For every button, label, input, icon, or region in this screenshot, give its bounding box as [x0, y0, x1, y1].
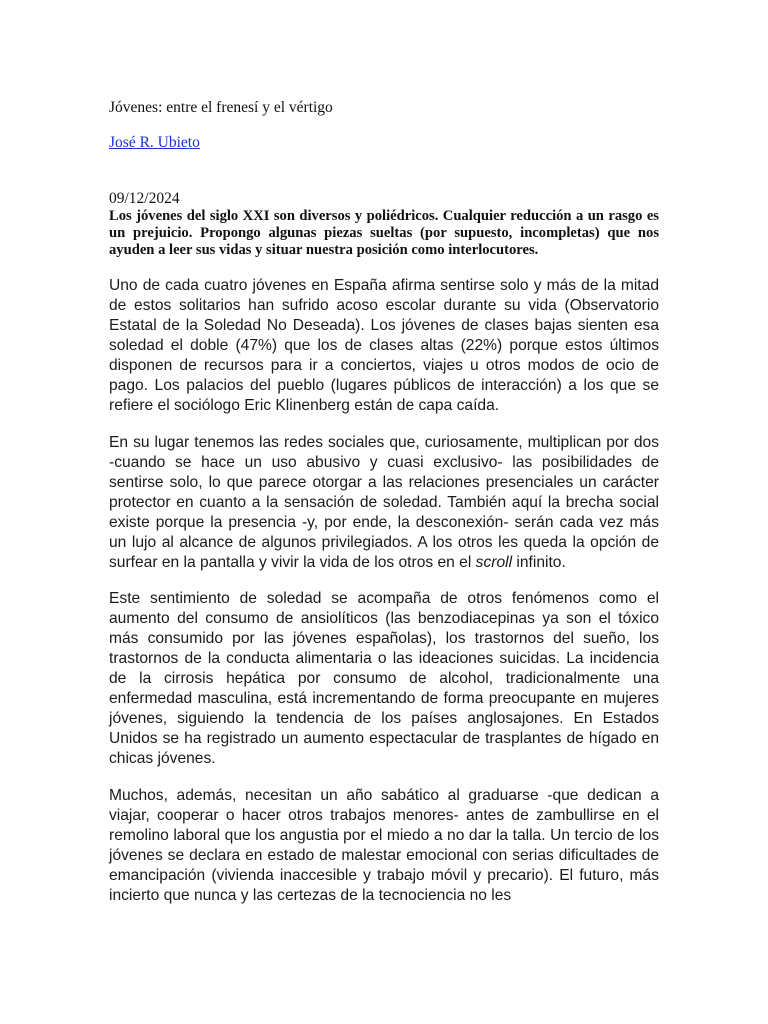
body-paragraph-4: Muchos, además, necesitan un año sabático al graduarse -que dedican a viajar, cooperar o hacer otros trabajos menores- antes de zambullirse en el remolino laboral que los angustia por el miedo a no dar la talla. Un tercio de los jóvenes se declara en estado de malestar emocional con serias dificultades de emancipación (vivienda inaccesible y trabajo móvil y precario). El futuro, más incierto que nunca y las certezas de la tecnociencia no les	[109, 787, 659, 904]
paragraph-2-text-before: En su lugar tenemos las redes sociales que, curiosamente, multiplican por dos -cuando se hace un uso abusivo y cuasi exclusivo- las posibilidades de sentirse solo, lo que parece otorgar a las relaciones presenciales un carácter protector en cuanto a la sensación de soledad. También aquí la brecha social existe porque la presencia -y, por ende, la desconexión- serán cada vez más un lujo al alcance de algunos privilegiados. A los otros les queda la opción de surfear en la pantalla y vivir la vida de los otros en el	[109, 434, 659, 571]
publication-date: 09/12/2024	[109, 190, 180, 207]
paragraph-2-text-after: infinito.	[512, 554, 566, 571]
article-lede: Los jóvenes del siglo XXI son diversos y poliédricos. Cualquier reducción a un rasgo es un prejuicio. Propongo algunas piezas sueltas (por supuesto, incompletas) que nos ayuden a leer sus vidas y situar nuestra posición como interlocutores.	[109, 208, 659, 258]
body-paragraph-1: Uno de cada cuatro jóvenes en España afirma sentirse solo y más de la mitad de estos solitarios han sufrido acoso escolar durante su vida (Observatorio Estatal de la Soledad No Deseada). Los jóvenes de clases bajas sienten esa soledad el doble (47%) que los de clases altas (22%) porque estos últimos disponen de recursos para ir a conciertos, viajes u otros modos de ocio de pago. Los palacios del pueblo (lugares públicos de interacción) a los que se refiere el sociólogo Eric Klinenberg están de capa caída.	[109, 277, 659, 414]
article-title: Jóvenes: entre el frenesí y el vértigo	[109, 99, 333, 116]
body-paragraph-2	[109, 433, 659, 573]
body-paragraph-3: Este sentimiento de soledad se acompaña de otros fenómenos como el aumento del consumo de ansiolíticos (las benzodiacepinas ya son el tóxico más consumido por las jóvenes españolas), los trastornos del sueño, los trastornos de la conducta alimentaria o las ideaciones suicidas. La incidencia de la cirrosis hepática por consumo de alcohol, tradicionalmente una enfermedad masculina, está incrementando de forma preocupante en mujeres jóvenes, siguiendo la tendencia de los países anglosajones. En Estados Unidos se ha registrado un aumento espectacular de trasplantes de hígado en chicas jóvenes.	[109, 590, 659, 767]
author-link[interactable]: José R. Ubieto	[109, 134, 200, 151]
scroll-emphasis: scroll	[475, 554, 513, 571]
